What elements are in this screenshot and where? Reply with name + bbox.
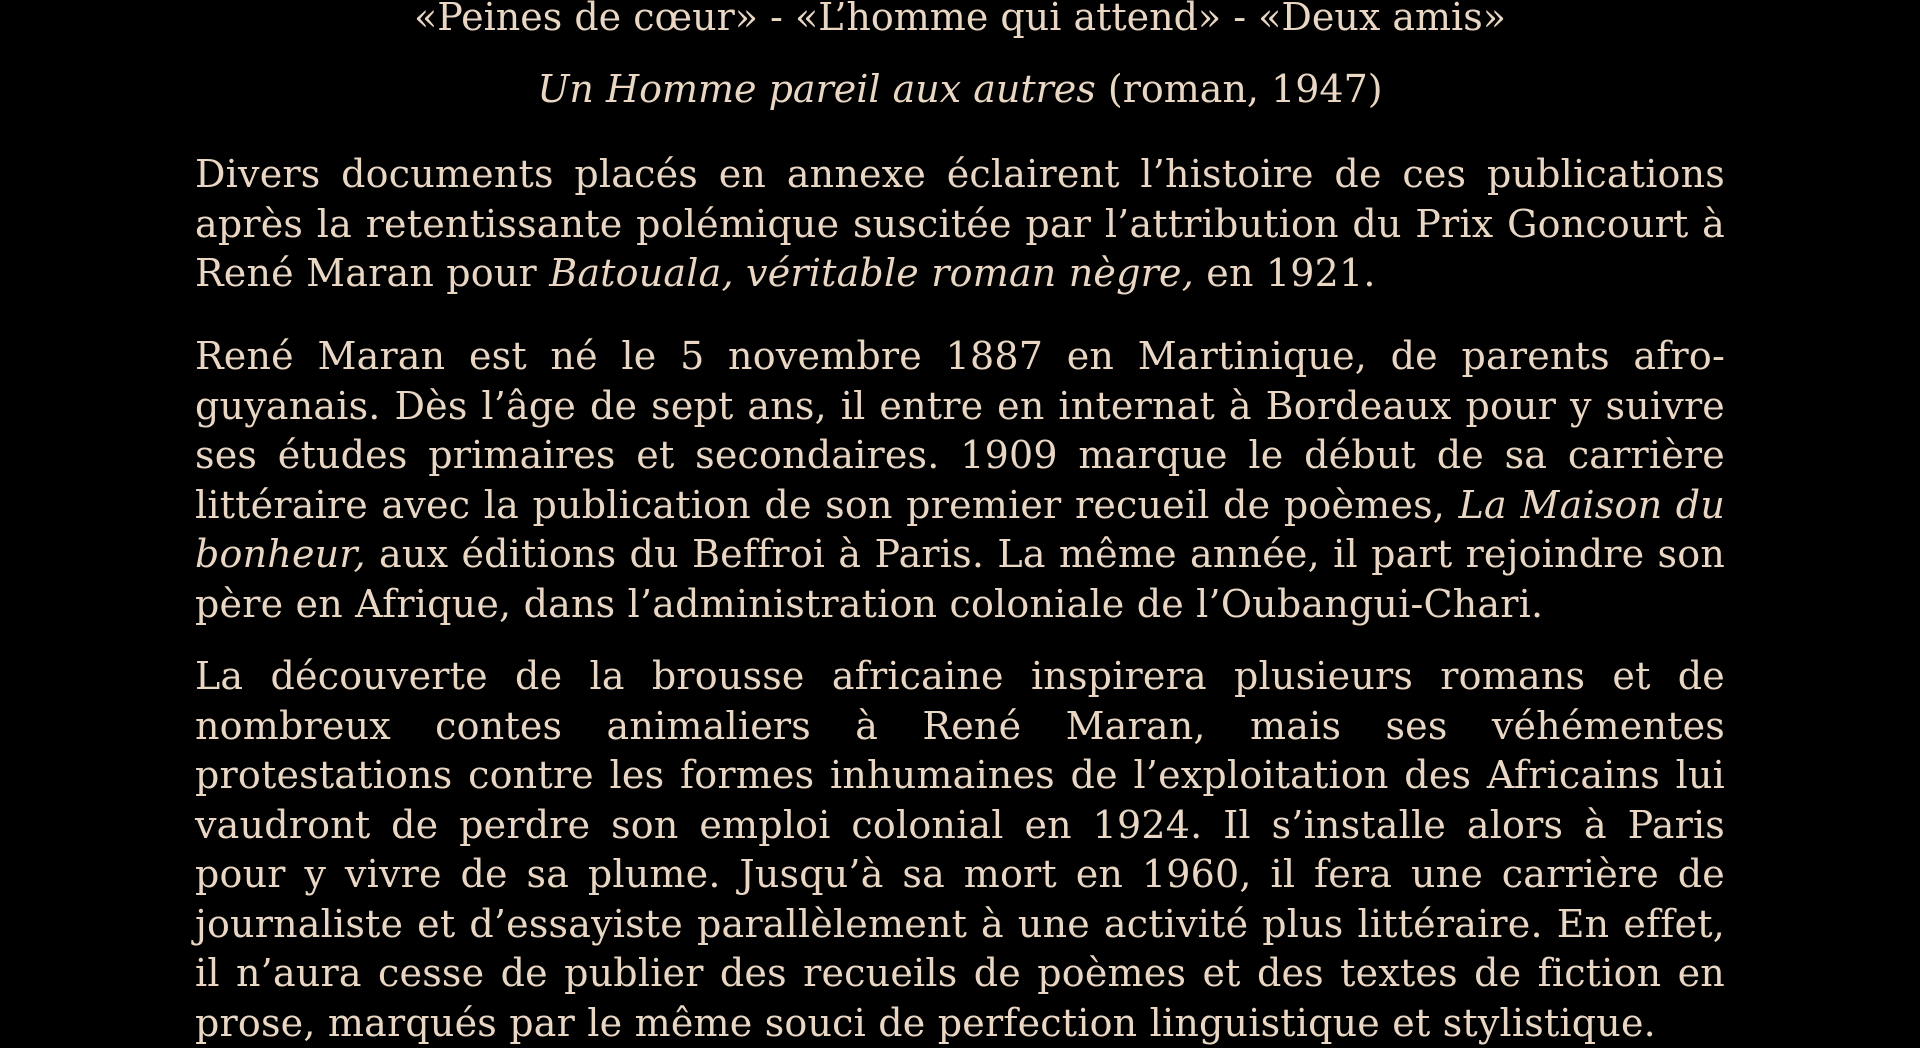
paragraph-publications-text: Divers documents placés en annexe éclairent l’histoire de ces publications après la retentissante polémique suscitée par l’attribution du Prix Goncourt à René Maran pour bbox=[195, 152, 1725, 295]
paragraph-biography-text: René Maran est né le 5 novembre 1887 en Martinique, de parents afro-guyanais. Dès l’âge de sept ans, il entre en internat à Bordeaux pour y suivre ses études primaires et secondaires. 1909 marque le début de sa carrière littéraire avec la publication de son premier recueil de poèmes, bbox=[195, 334, 1725, 527]
titles-line: «Peines de cœur» - «L’homme qui attend» - «Deux amis» bbox=[414, 0, 1506, 39]
batouala-title: Batouala, véritable roman nègre, bbox=[549, 251, 1194, 295]
paragraph-publications-end: en 1921. bbox=[1193, 251, 1376, 295]
maison-du-bonheur-title: La Maison du bonheur, bbox=[195, 482, 1725, 576]
paragraph-career: La découverte de la brousse africaine inspirera plusieurs romans et de nombreux contes animaliers à René Maran, mais ses véhémentes protestations contre les formes inhumaines de l’exploitation des Africains lui vaudront de perdre son emploi colonial en 1924. Il s’installe alors à Paris pour y vivre de sa plume. Jusqu’à sa mort en 1960, il fera une carrière de journaliste et d’essayiste parallèlement à une activité plus littéraire. En effet, il n’aura cesse de publier des recueils de poèmes et des textes de fiction en prose, marqués par le même souci de perfection linguistique et stylistique. bbox=[195, 654, 1725, 1045]
novel-line bbox=[0, 64, 1920, 114]
paragraph-publications bbox=[195, 150, 1725, 299]
paragraph-biography bbox=[195, 332, 1725, 629]
paragraph-biography-end: aux éditions du Beffroi à Paris. La même année, il part rejoindre son père en Afrique, dans l’administration coloniale de l’Oubangui-Chari. bbox=[195, 532, 1725, 626]
novel-title: Un Homme pareil aux autres bbox=[537, 67, 1096, 111]
novel-note: (roman, 1947) bbox=[1095, 67, 1383, 111]
